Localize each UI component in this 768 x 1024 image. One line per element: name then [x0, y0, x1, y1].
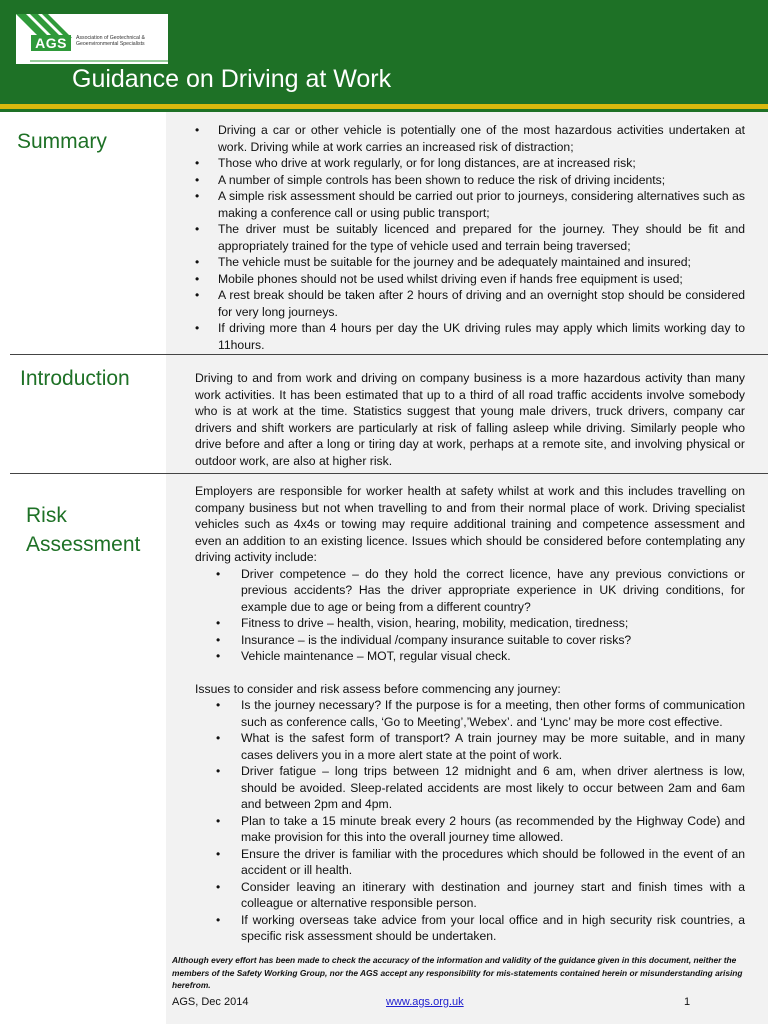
journey-issues-list [216, 697, 745, 945]
section-divider [10, 473, 768, 474]
risk-heading-line-2: Assessment [26, 533, 141, 556]
bullet-item: • Driving a car or other vehicle is potentially one of the most hazardous activities undertaken at work. Driving while at work carries an increased risk of distraction; [195, 122, 745, 155]
bullet-item: • Vehicle maintenance – MOT, regular visual check. [216, 648, 745, 665]
bullet-item: • Plan to take a 15 minute break every 2 hours (as recommended by the Highway Code) and make provision for this into the overall journey time allowed. [216, 813, 745, 846]
bullet-item: • Ensure the driver is familiar with the procedures which should be followed in the event of an accident or ill health. [216, 846, 745, 879]
section-divider [10, 354, 768, 355]
logo-organisation-name [76, 35, 168, 47]
bullet-item: • Driver fatigue – long trips between 12 midnight and 6 am, when driver alertness is low, should be avoided. Sleep-related accidents are most likely to occur between 2am and 6am and between 2pm and 4pm. [216, 763, 745, 813]
bullet-item: • The vehicle must be suitable for the journey and be adequately maintained and insured; [195, 254, 745, 271]
journey-issues-heading: Issues to consider and risk assess before commencing any journey: [195, 681, 561, 696]
bullet-item: • A rest break should be taken after 2 hours of driving and an overnight stop should be considered for very long journeys. [195, 287, 745, 320]
footer-date: AGS, Dec 2014 [172, 996, 249, 1008]
page-number: 1 [684, 996, 691, 1008]
logo-org-line-1: Association of Geotechnical & [76, 35, 145, 41]
bullet-item: • A simple risk assessment should be carried out prior to journeys, considering alternatives such as making a conference call or using public transport; [195, 188, 745, 221]
bullet-item: • Fitness to drive – health, vision, hearing, mobility, medication, tiredness; [216, 615, 745, 632]
website-link[interactable]: www.ags.org.uk [386, 996, 464, 1008]
bullet-item: • Those who drive at work regularly, or for long distances, are at increased risk; [195, 155, 745, 172]
logo-abbreviation: AGS [31, 35, 71, 51]
bullet-item: • Insurance – is the individual /company insurance suitable to cover risks? [216, 632, 745, 649]
risk-assessment-content [195, 483, 745, 945]
disclaimer-text: Although every effort has been made to check the accuracy of the information and validity of the guidance given in this document, neither the members of the Safety Working Group, nor the AGS accept any responsibility for mis-statements contained herein or misunderstanding arising herefrom. [172, 955, 743, 990]
bullet-item: • What is the safest form of transport? A train journey may be more suitable, and in many cases delivers you in a more alert state at the point of work. [216, 730, 745, 763]
summary-heading: Summary [17, 130, 107, 153]
bullet-item: • Driver competence – do they hold the correct licence, have any previous convictions or previous accidents? Has the driver appropriate experience in UK driving conditions, for example due to age or being from a different country? [216, 566, 745, 616]
bullet-item: • Is the journey necessary? If the purpose is for a meeting, then other forms of communication such as conference calls, ‘Go to Meeting’,’Webex’. and ‘Lync’ may be more cost effective. [216, 697, 745, 730]
header-band [0, 0, 768, 104]
risk-issues-list [216, 566, 745, 665]
bullet-item: • Mobile phones should not be used whilst driving even if hands free equipment is used; [195, 271, 745, 288]
risk-heading-line-1: Risk [26, 504, 67, 527]
ags-logo [16, 14, 168, 64]
bullet-item: • A number of simple controls has been shown to reduce the risk of driving incidents; [195, 172, 745, 189]
introduction-paragraph: Driving to and from work and driving on company business is a more hazardous activity than many work activities. It has been estimated that up to a third of all road traffic accidents involve somebody who is at work at the time. Statistics suggest that young male drivers, truck drivers, company car drivers and shift workers are particularly at risk of falling asleep while driving. Similarly people who drive before and after a long or tiring day at work, perhaps at a remote site, and involving physical or outdoor work, are also at higher risk. [195, 371, 745, 468]
document-title: Guidance on Driving at Work [72, 65, 392, 93]
logo-org-line-2: Geoenvironmental Specialists [76, 41, 145, 47]
bullet-item: • The driver must be suitably licenced and prepared for the journey. They should be fit and appropriately trained for the type of vehicle used and terrain being traversed; [195, 221, 745, 254]
summary-bullet-list [195, 122, 745, 353]
risk-assessment-heading [26, 501, 140, 559]
introduction-heading: Introduction [20, 367, 130, 390]
bullet-item: • If working overseas take advice from your local office and in high security risk countries, a specific risk assessment should be undertaken. [216, 912, 745, 945]
bullet-item: • Consider leaving an itinerary with destination and journey start and finish times with a colleague or alternative responsible person. [216, 879, 745, 912]
bullet-item: • If driving more than 4 hours per day the UK driving rules may apply which limits working day to 11hours. [195, 320, 745, 353]
risk-intro-paragraph: Employers are responsible for worker health at safety whilst at work and this includes travelling on company business but not when travelling to and from their normal place of work. Driving specialist vehicles such as 4x4s or towing may require additional training and competence assessment and even an addition to an existing licence. Issues which should be considered before contemplating any driving activity include: [195, 484, 745, 564]
